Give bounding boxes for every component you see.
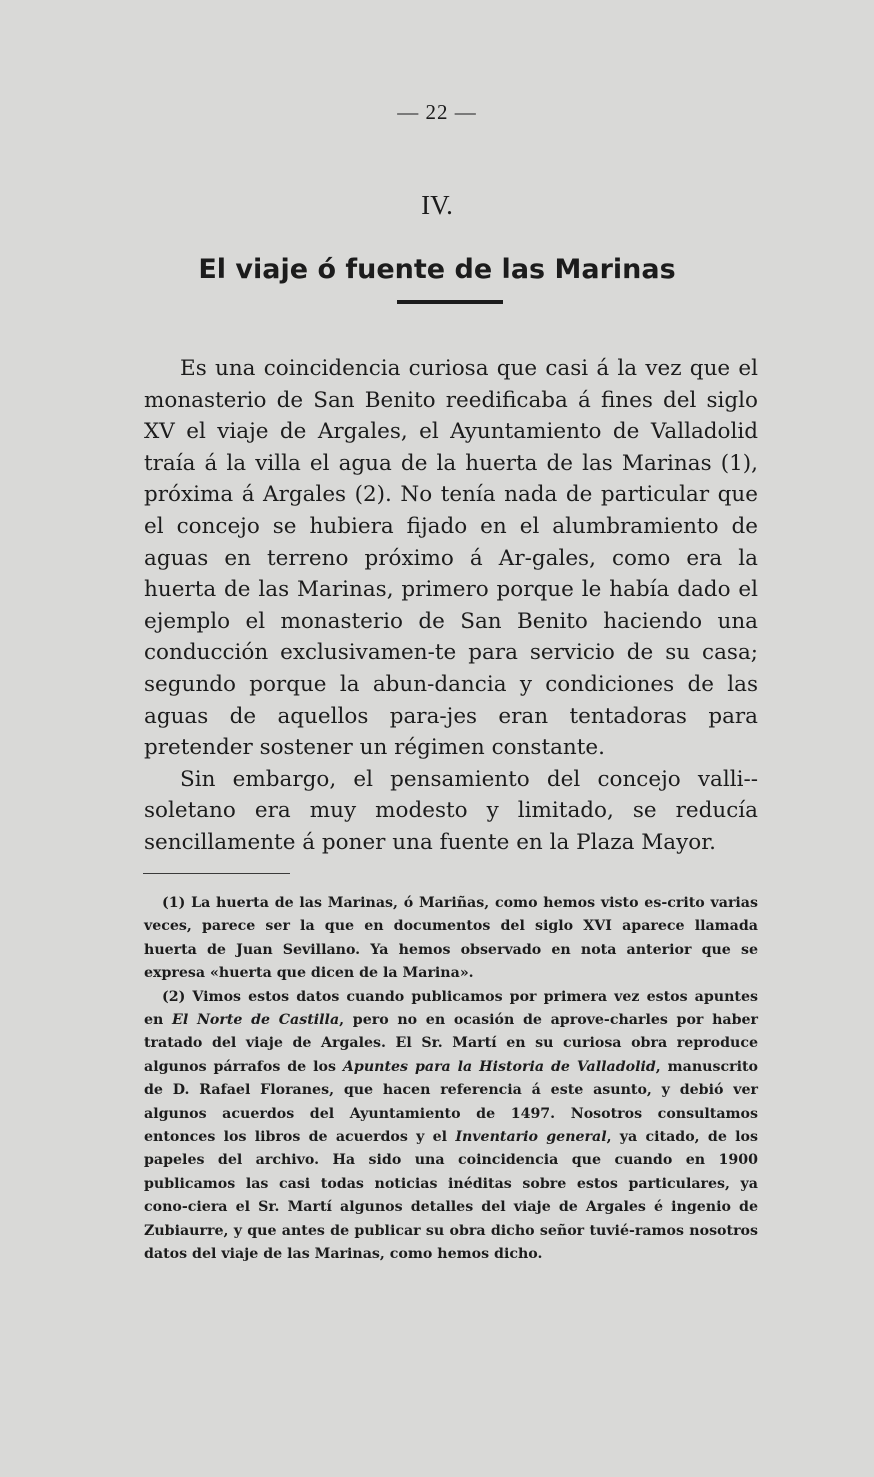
page-number: — 22 —: [397, 100, 477, 124]
body-paragraph: Es una coincidencia curiosa que casi á la vez que el monasterio de San Benito reedificaba á fines del siglo XV el viaje de Argales, el Ayuntamiento de Valladolid traía á la villa el agua de la huerta de las Marinas (1), próxima á Argales (2). No tenía nada de particular que el concejo se hubiera fijado en el alumbramiento de aguas en terreno próximo á Ar-gales, como era la huerta de las Marinas, primero porque le había dado el ejemplo el monasterio de San Benito haciendo una conducción exclusivamen-te para servicio de su casa; segundo porque la abun-dancia y condiciones de las aguas de aquellos para-jes eran tentadoras para pretender sostener un régimen constante.: [144, 356, 758, 761]
body-paragraph: Sin embargo, el pensamiento del concejo valli-soletano era muy modesto y limitado, se reducía sencillamente á poner una fuente en la Plaza Mayor.: [144, 766, 758, 855]
footnote-citation: El Norte de Castilla: [172, 1012, 340, 1029]
footnote-citation: Apuntes para la Historia de Valladolid: [342, 1058, 656, 1075]
chapter-numeral: IV.: [421, 190, 453, 220]
footnote-marker: (1): [162, 895, 186, 911]
chapter-title: El viaje ó fuente de las Marinas: [198, 254, 676, 285]
footnote-text: , manuscrito de D. Rafael Floranes, que hacen referencia á este asunto, y debió ver algunos acuerdos del Ayuntamiento de 1497. Nosotros consultamos entonces los libros de acuerdos y el: [144, 1058, 758, 1146]
footnote-text: Vimos estos datos cuando publicamos por primera vez estos apuntes en: [144, 988, 758, 1029]
title-rule: [397, 300, 503, 304]
footnote-2: [144, 986, 758, 1267]
footnote-marker: (2): [162, 988, 186, 1005]
footnote-text: , ya citado, de los papeles del archivo. Ha sido una coincidencia que cuando en 1900 publicamos las casi todas noticias inéditas sobre estos particulares, ya cono-ciera el Sr. Martí algunos detalles del viaje de Argales é ingenio de Zubiaurre, y que antes de publicar su obra dicho señor tuvié-ramos nosotros datos del viaje de las Marinas, como hemos dicho.: [144, 1129, 758, 1263]
footnotes: [144, 892, 758, 1267]
footnote-citation: Inventario general: [455, 1129, 607, 1146]
footnote-1: [144, 892, 758, 986]
footnote-rule: [143, 873, 290, 874]
footnote-text: La huerta de las Marinas, ó Mariñas, como hemos visto es-crito varias veces, parece ser la que en documentos del siglo XVI aparece llamada huerta de Juan Sevillano. Ya hemos observado en nota anterior que se expresa «huerta que dicen de la Marina».: [144, 895, 758, 982]
body-text: [144, 353, 758, 859]
footnote-text: , pero no en ocasión de aprove-charles por haber tratado del viaje de Argales. El Sr. Martí en su curiosa obra reproduce algunos párrafos de los: [144, 1012, 759, 1075]
